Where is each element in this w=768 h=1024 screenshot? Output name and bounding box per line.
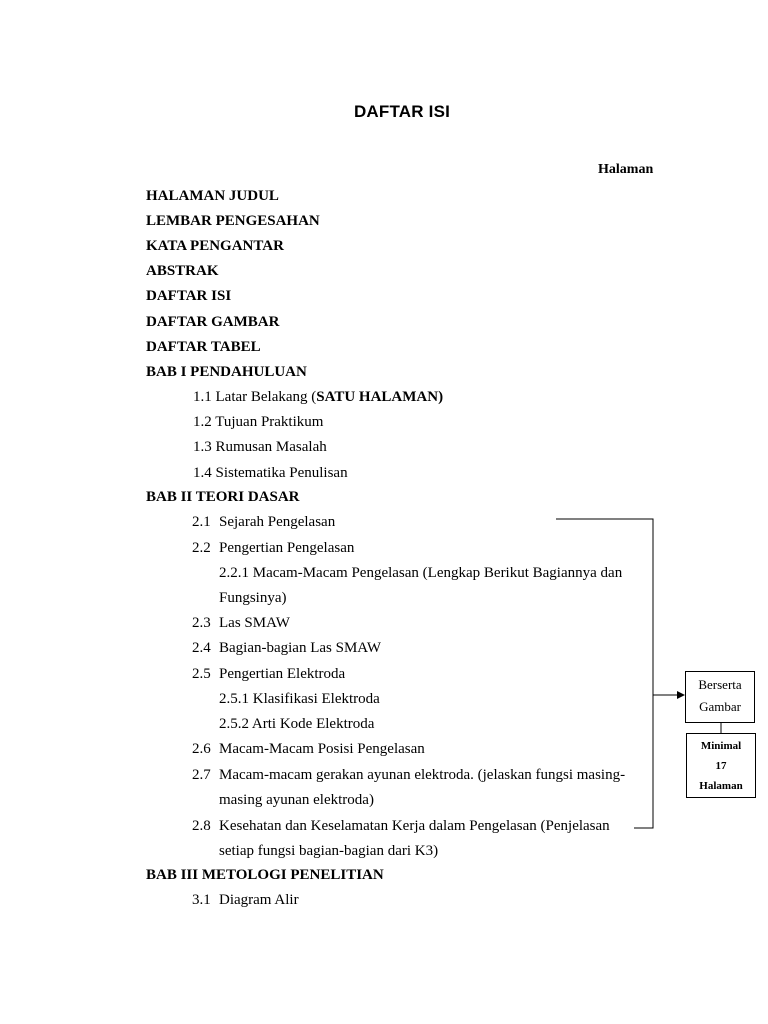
toc-entry-2-8-continued: setiap fungsi bagian-bagian dari K3) bbox=[219, 843, 439, 859]
toc-entry-2-5-1: 2.5.1 Klasifikasi Elektroda bbox=[219, 691, 380, 707]
section-number: 2.8 bbox=[192, 818, 211, 834]
section-number: 2.5 bbox=[192, 666, 211, 682]
section-text: Las SMAW bbox=[219, 615, 290, 631]
section-number: 2.2 bbox=[192, 540, 211, 556]
page-column-label: Halaman bbox=[598, 162, 654, 177]
toc-entry-2-2-1: 2.2.1 Macam-Macam Pengelasan (Lengkap Berikut Bagiannya dan bbox=[219, 565, 623, 581]
chapter-heading-bab-1: BAB I PENDAHULUAN bbox=[146, 364, 307, 380]
annotation-box-berserta-gambar bbox=[685, 671, 755, 723]
toc-entry-3-1 bbox=[192, 891, 299, 909]
toc-entry-1-2: 1.2 Tujuan Praktikum bbox=[193, 414, 324, 430]
toc-entry-2-5 bbox=[192, 665, 345, 683]
toc-entry-1-4: 1.4 Sistematika Penulisan bbox=[193, 465, 348, 481]
chapter-heading-bab-2: BAB II TEORI DASAR bbox=[146, 489, 300, 505]
section-number: 3.1 bbox=[192, 892, 211, 908]
toc-entry-daftar-isi: DAFTAR ISI bbox=[146, 288, 232, 304]
page-title: DAFTAR ISI bbox=[353, 102, 451, 121]
section-number: 2.3 bbox=[192, 615, 211, 631]
section-number: 2.1 bbox=[192, 514, 211, 530]
toc-entry-2-2 bbox=[192, 539, 354, 557]
section-text: Bagian-bagian Las SMAW bbox=[219, 640, 382, 656]
section-text: Diagram Alir bbox=[219, 892, 299, 908]
toc-entry-2-3 bbox=[192, 614, 290, 632]
section-number: 2.6 bbox=[192, 741, 211, 757]
toc-entry-2-4 bbox=[192, 639, 381, 657]
arrow-right-icon bbox=[677, 691, 685, 699]
section-text: Macam-macam gerakan ayunan elektroda. (jelaskan fungsi masing- bbox=[219, 767, 626, 783]
toc-entry-2-8 bbox=[192, 817, 610, 835]
toc-entry-abstrak: ABSTRAK bbox=[146, 263, 219, 279]
section-number: 2.7 bbox=[192, 767, 211, 783]
toc-entry-1-1 bbox=[193, 388, 443, 406]
annotation-line: Minimal bbox=[700, 740, 742, 752]
toc-entry-halaman-judul: HALAMAN JUDUL bbox=[146, 188, 279, 204]
toc-entry-2-7 bbox=[192, 766, 625, 784]
toc-entry-2-5-2: 2.5.2 Arti Kode Elektroda bbox=[219, 716, 375, 732]
toc-entry-2-7-continued: masing ayunan elektroda) bbox=[219, 792, 374, 808]
toc-entry-kata-pengantar: KATA PENGANTAR bbox=[146, 238, 284, 254]
toc-entry-1-3: 1.3 Rumusan Masalah bbox=[193, 439, 327, 455]
toc-entry-2-2-1-continued: Fungsinya) bbox=[219, 590, 287, 606]
annotation-line: Gambar bbox=[699, 699, 741, 714]
chapter-heading-bab-3: BAB III METOLOGI PENELITIAN bbox=[146, 867, 384, 883]
annotation-line: Halaman bbox=[699, 780, 743, 792]
section-text: Macam-Macam Posisi Pengelasan bbox=[219, 741, 425, 757]
section-text: Sejarah Pengelasan bbox=[219, 514, 336, 530]
section-text: Pengertian Elektroda bbox=[219, 666, 346, 682]
toc-entry-daftar-tabel: DAFTAR TABEL bbox=[146, 339, 261, 355]
section-number: 2.4 bbox=[192, 640, 211, 656]
toc-entry-2-6 bbox=[192, 740, 425, 758]
annotation-line: Berserta bbox=[698, 677, 742, 692]
annotation-line: 17 bbox=[715, 760, 727, 772]
annotation-box-minimal-halaman bbox=[686, 733, 756, 798]
toc-entry-2-1 bbox=[192, 513, 335, 531]
toc-entry-text: 1.1 Latar Belakang ( bbox=[193, 389, 317, 405]
toc-entry-daftar-gambar: DAFTAR GAMBAR bbox=[146, 314, 280, 330]
section-text: Pengertian Pengelasan bbox=[219, 540, 355, 556]
toc-entry-emphasis: SATU HALAMAN) bbox=[316, 389, 444, 405]
toc-entry-lembar-pengesahan: LEMBAR PENGESAHAN bbox=[146, 213, 320, 229]
section-text: Kesehatan dan Keselamatan Kerja dalam Pengelasan (Penjelasan bbox=[219, 818, 610, 834]
